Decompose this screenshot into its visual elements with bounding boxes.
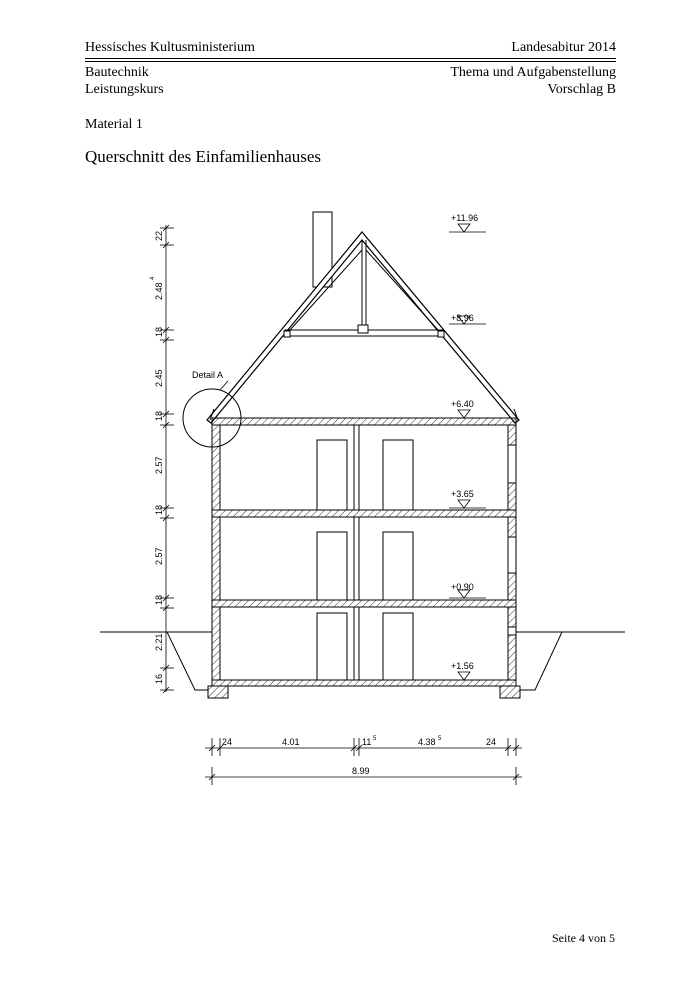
dim-label: 18 [154,410,164,421]
material-label: Material 1 [85,117,143,132]
dim-label: 8.99 [352,766,370,776]
level-label: +3.65 [451,489,474,499]
dim-label: 2.57 [154,456,164,474]
dim-label: 2.57 [154,547,164,565]
dim-label: 22 [154,230,164,241]
dim-label: 2.21 [154,633,164,651]
dim-label: 4.38 [418,737,436,747]
dim-label: 16 [154,673,164,684]
dim-label: 5 [438,736,442,742]
dim-label: 5 [373,736,377,742]
level-label: +6.40 [451,399,474,409]
foundations [208,686,520,698]
doors [317,440,413,680]
dim-label: 2.45 [154,369,164,387]
course-label: Leistungskurs [85,82,164,97]
level-label: +11.96 [451,213,479,223]
level-label: +8.96 [451,313,474,323]
page-title: Querschnitt des Einfamilienhauses [85,147,322,166]
dim-label: 4.01 [282,737,300,747]
dim-label: 24 [486,737,497,747]
topic-label: Thema und Aufgabenstellung [450,65,616,80]
level-markers [449,224,486,680]
detail-label: Detail A [192,370,224,380]
level-label: +0.90 [451,582,474,592]
roof [207,232,519,423]
dim-label: 11 [362,737,372,747]
proposal-label: Vorschlag B [547,82,616,97]
dim-label: 24 [222,737,233,747]
page-number: Seite 4 von 5 [552,931,615,945]
dim-label: 18 [154,504,164,515]
walls [212,425,516,680]
exam-name: Landesabitur 2014 [511,40,616,55]
level-label: +1.56 [451,661,474,671]
vertical-dimension-labels [150,231,164,684]
dim-label: 18 [154,326,164,337]
dim-label: 4 [150,276,156,280]
dim-label: 18 [154,594,164,605]
dim-label: 2.48 [154,282,164,300]
slabs [212,418,516,686]
subject-label: Bautechnik [85,65,149,80]
ministry-name: Hessisches Kultusministerium [85,40,255,55]
